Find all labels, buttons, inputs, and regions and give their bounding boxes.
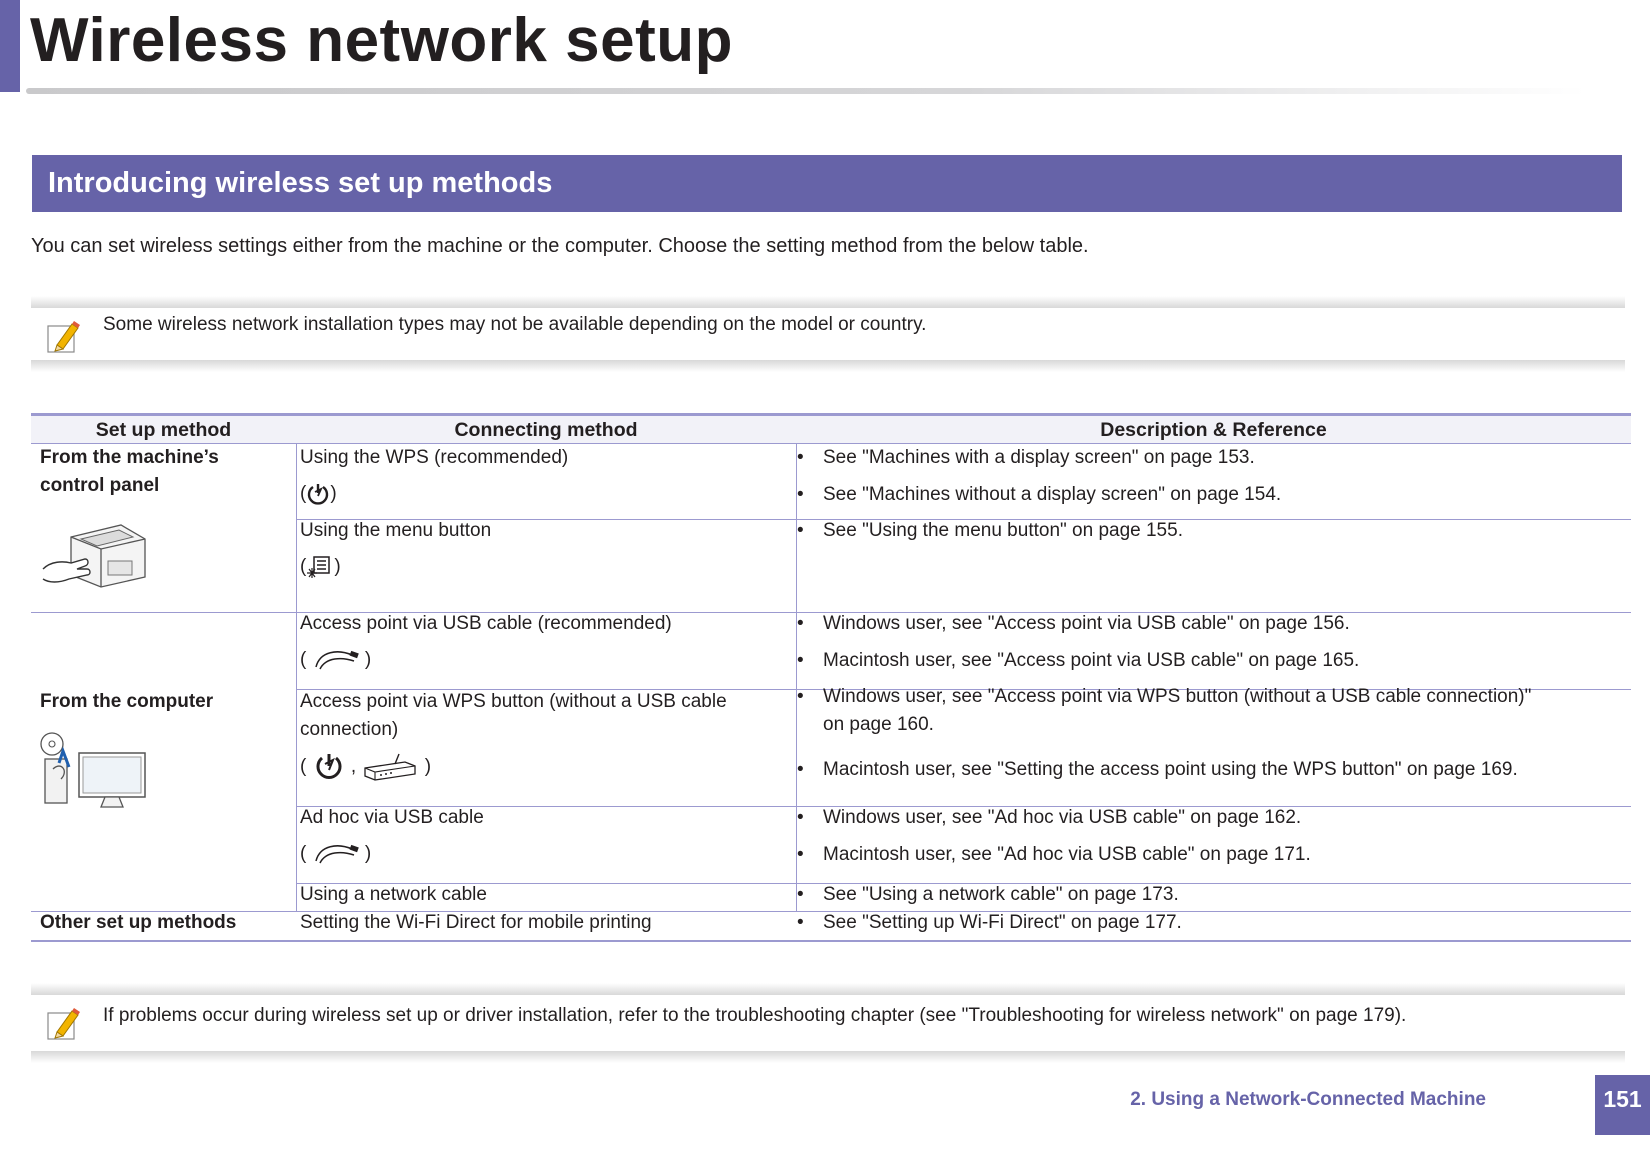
note-box <box>31 296 1625 380</box>
footer-chapter: 2. Using a Network-Connected Machine <box>1130 1089 1486 1110</box>
paren-open: ( <box>300 756 307 778</box>
desc-bullet: • See "Using the menu button" on page 155. <box>823 517 1183 545</box>
printer-control-panel-icon <box>41 517 149 601</box>
computer-cd-icon <box>39 731 151 813</box>
paren-close: ) <box>364 649 372 670</box>
paren-close: ) <box>424 756 432 778</box>
menu-button-icon <box>306 555 334 579</box>
usb-cable-icon <box>312 647 360 673</box>
note-top-bar <box>31 296 1625 308</box>
group-label-line: control panel <box>40 475 160 496</box>
desc-bullet: • See "Machines without a display screen" on page 154. <box>823 481 1281 509</box>
method-icon-line <box>300 480 568 508</box>
method-network-cable: Using a network cable <box>300 884 487 905</box>
method-icon-line <box>300 840 484 868</box>
desc-bullet: • Windows user, see "Ad hoc via USB cable" on page 162. <box>823 804 1301 832</box>
wps-icon <box>312 752 346 782</box>
method-label: Using the menu button <box>300 520 492 541</box>
group-label-other: Other set up methods <box>40 912 237 933</box>
method-usb <box>290 610 672 674</box>
paren-open: ( <box>300 556 307 577</box>
method-icon-line <box>300 646 672 674</box>
method-icon-line <box>300 752 727 782</box>
note-bottom-bar <box>31 360 1625 372</box>
group-label-computer: From the computer <box>40 691 214 712</box>
header-setup-method: Set up method <box>95 419 232 441</box>
header-description: Description & Reference <box>1100 419 1327 441</box>
paren-open: ( <box>300 483 307 504</box>
setup-methods-table <box>31 413 1631 943</box>
router-icon <box>361 752 419 782</box>
section-heading-band <box>32 155 1622 212</box>
desc-bullet <box>823 683 1531 739</box>
desc-line: on page 160. <box>823 714 934 735</box>
method-wps-button <box>290 688 727 782</box>
header-accent-bar <box>0 0 20 92</box>
usb-cable-icon <box>312 841 360 867</box>
table-header-row <box>31 416 1631 444</box>
note-bottom-bar <box>31 1051 1625 1063</box>
note-box <box>31 983 1625 1067</box>
paren-open: ( <box>300 843 307 864</box>
table-bottom-rule <box>31 940 1631 942</box>
method-adhoc <box>290 804 484 868</box>
note-pencil-icon <box>45 1005 83 1043</box>
icon-separator: , <box>350 756 357 778</box>
method-label: Ad hoc via USB cable <box>300 807 484 828</box>
note-text: If problems occur during wireless set up or driver installation, refer to the troubleshooting chapter (see "Troubleshooting for wireless network" on page 179). <box>103 1005 1407 1026</box>
page-title: Wireless network setup <box>30 6 733 75</box>
desc-bullet: • Macintosh user, see "Access point via USB cable" on page 165. <box>823 647 1359 675</box>
method-wps <box>290 444 568 508</box>
paren-open: ( <box>300 649 307 670</box>
paren-close: ) <box>330 483 337 504</box>
desc-bullet: • See "Machines with a display screen" on page 153. <box>823 444 1255 472</box>
method-label: Using the WPS (recommended) <box>300 447 569 468</box>
section-title: Introducing wireless set up methods <box>48 167 553 199</box>
note-text: Some wireless network installation types may not be available depending on the model or country. <box>103 314 927 335</box>
desc-bullet: • Macintosh user, see "Ad hoc via USB cable" on page 171. <box>823 841 1311 869</box>
method-icon-line <box>300 553 491 581</box>
method-menu <box>290 517 491 581</box>
intro-paragraph: You can set wireless settings either from the machine or the computer. Choose the setting method from the below table. <box>31 235 1089 257</box>
page-number: 151 <box>1595 1075 1650 1135</box>
method-label: Access point via USB cable (recommended) <box>300 613 672 634</box>
title-underline <box>26 88 1586 94</box>
note-top-bar <box>31 983 1625 995</box>
paren-close: ) <box>334 556 341 577</box>
paren-close: ) <box>364 843 372 864</box>
wps-icon <box>306 482 330 506</box>
desc-bullet: • Macintosh user, see "Setting the access point using the WPS button" on page 169. <box>823 756 1518 784</box>
method-label: connection) <box>300 719 399 740</box>
desc-line: • Windows user, see "Access point via WPS button (without a USB cable connection)" <box>823 686 1532 707</box>
header-connecting-method: Connecting method <box>454 419 638 441</box>
group-label-line: From the machine’s <box>40 447 219 468</box>
group-label-panel <box>40 444 219 500</box>
desc-bullet: • Windows user, see "Access point via USB cable" on page 156. <box>823 610 1350 638</box>
method-wifi-direct: Setting the Wi-Fi Direct for mobile printing <box>300 912 652 933</box>
note-pencil-icon <box>45 318 83 356</box>
desc-bullet: • See "Using a network cable" on page 173. <box>823 881 1179 909</box>
method-label: Access point via WPS button (without a USB cable <box>300 691 727 712</box>
desc-bullet: • See "Setting up Wi-Fi Direct" on page 177. <box>823 909 1182 937</box>
